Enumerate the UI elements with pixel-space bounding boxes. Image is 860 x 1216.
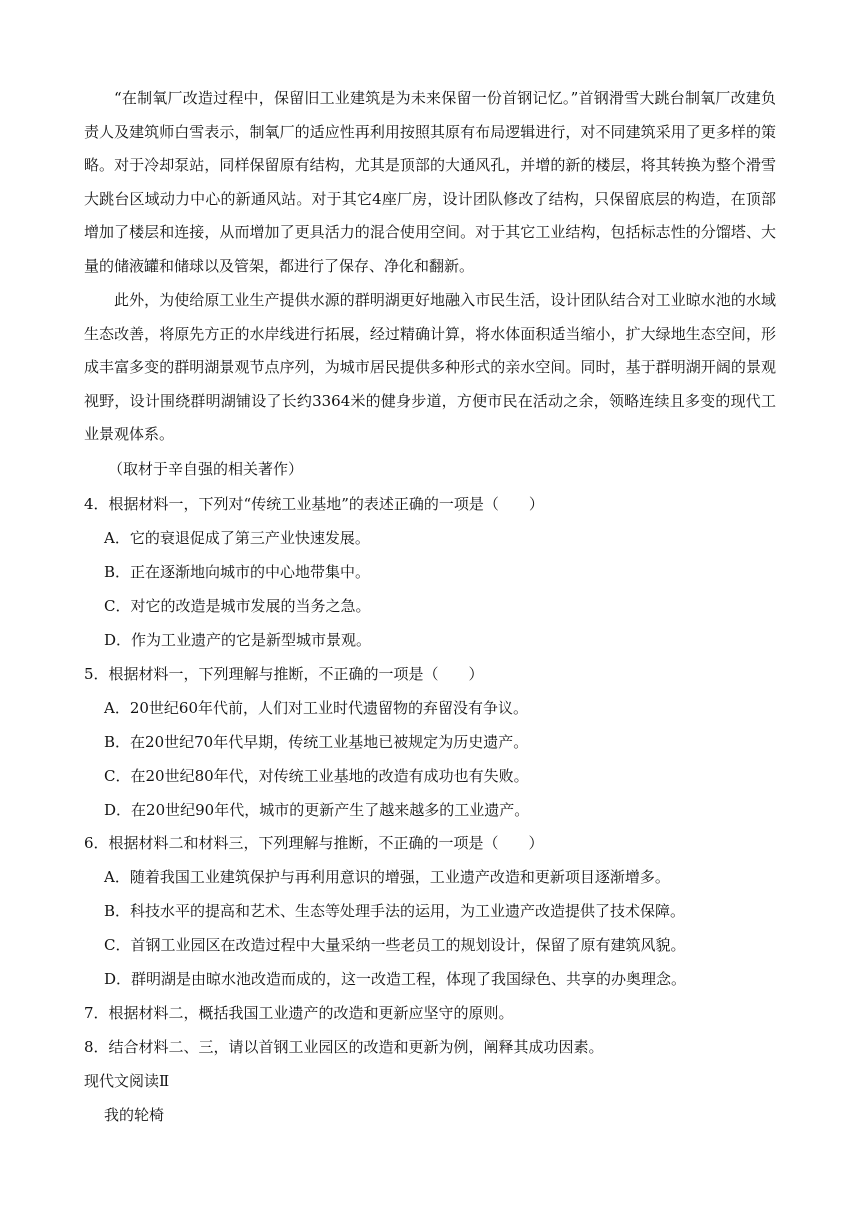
question-8-stem: 8．结合材料二、三，请以首钢工业园区的改造和更新为例，阐释其成功因素。 [84,1038,604,1056]
question-6-option-a: A．随着我国工业建筑保护与再利用意识的增强，工业遗产改造和更新项目逐渐增多。 [104,868,670,886]
question-6-option-b: B．科技水平的提高和艺术、生态等处理手法的运用，为工业遗产改造提供了技术保障。 [104,902,686,920]
question-4-option-c: C．对它的改造是城市发展的当务之急。 [104,597,371,615]
question-5-option-a: A．20世纪60年代前，人们对工业时代遗留物的弃留没有争议。 [104,699,529,717]
question-5-option-d: D．在20世纪90年代，城市的更新产生了越来越多的工业遗产。 [104,801,530,819]
question-6-stem: 6．根据材料二和材料三，下列理解与推断，不正确的一项是（ ） [84,834,544,852]
question-4-option-a: A．它的衰退促成了第三产业快速发展。 [104,529,370,547]
question-5-option-c: C．在20世纪80年代，对传统工业基地的改造有成功也有失败。 [104,767,529,785]
question-5-option-b: B．在20世纪70年代早期，传统工业基地已被规定为历史遗产。 [104,733,529,751]
question-6-option-d: D．群明湖是由晾水池改造而成的，这一改造工程，体现了我国绿色、共享的办奥理念。 [104,970,687,988]
question-6-option-c: C．首钢工业园区在改造过程中大量采纳一些老员工的规划设计，保留了原有建筑风貌。 [104,936,686,954]
question-4-option-b: B．正在逐渐地向城市的中心地带集中。 [104,563,371,581]
question-5-stem: 5．根据材料一，下列理解与推断，不正确的一项是（ ） [84,665,484,683]
paragraph-2: 此外，为使给原工业生产提供水源的群明湖更好地融入市民生活，设计团队结合对工业晾水池的水域生态改善，将原先方正的水岸线进行拓展，经过精确计算，将水体面积适当缩小，扩大绿地生态空间，形成丰富多变的群明湖景观节点序列，为城市居民提供多种形式的亲水空间。同时，基于群明湖开阔的景观视野，设计围绕群明湖铺设了长约3364米的健身步道，方便市民在活动之余，领略连续且多变的现代工业景观体系。 [84,291,776,444]
question-7-stem: 7．根据材料二，概括我国工业遗产的改造和更新应坚守的原则。 [84,1004,514,1022]
article-title: 我的轮椅 [104,1106,165,1124]
question-4-option-d: D．作为工业遗产的它是新型城市景观。 [104,631,372,649]
paragraph-1: “在制氧厂改造过程中，保留旧工业建筑是为未来保留一份首钢记忆。”首钢滑雪大跳台制氧厂改建负责人及建筑师白雪表示，制氧厂的适应性再利用按照其原有布局逻辑进行，对不同建筑采用了更多样的策略。对于冷却泵站，同样保留原有结构，尤其是顶部的大通风孔，并增的新的楼层，将其转换为整个滑雪大跳台区域动力中心的新通风站。对于其它4座厂房，设计团队修改了结构，只保留底层的构造，在顶部增加了楼层和连接，从而增加了更具活力的混合使用空间。对于其它工业结构，包括标志性的分馏塔、大量的储液罐和储球以及管架，都进行了保存、净化和翻新。 [84,89,776,275]
question-4-stem: 4．根据材料一，下列对“传统工业基地”的表述正确的一项是（ ） [84,495,544,513]
section-heading: 现代文阅读Ⅱ [84,1072,170,1090]
source-note: （取材于辛自强的相关著作） [108,460,304,478]
